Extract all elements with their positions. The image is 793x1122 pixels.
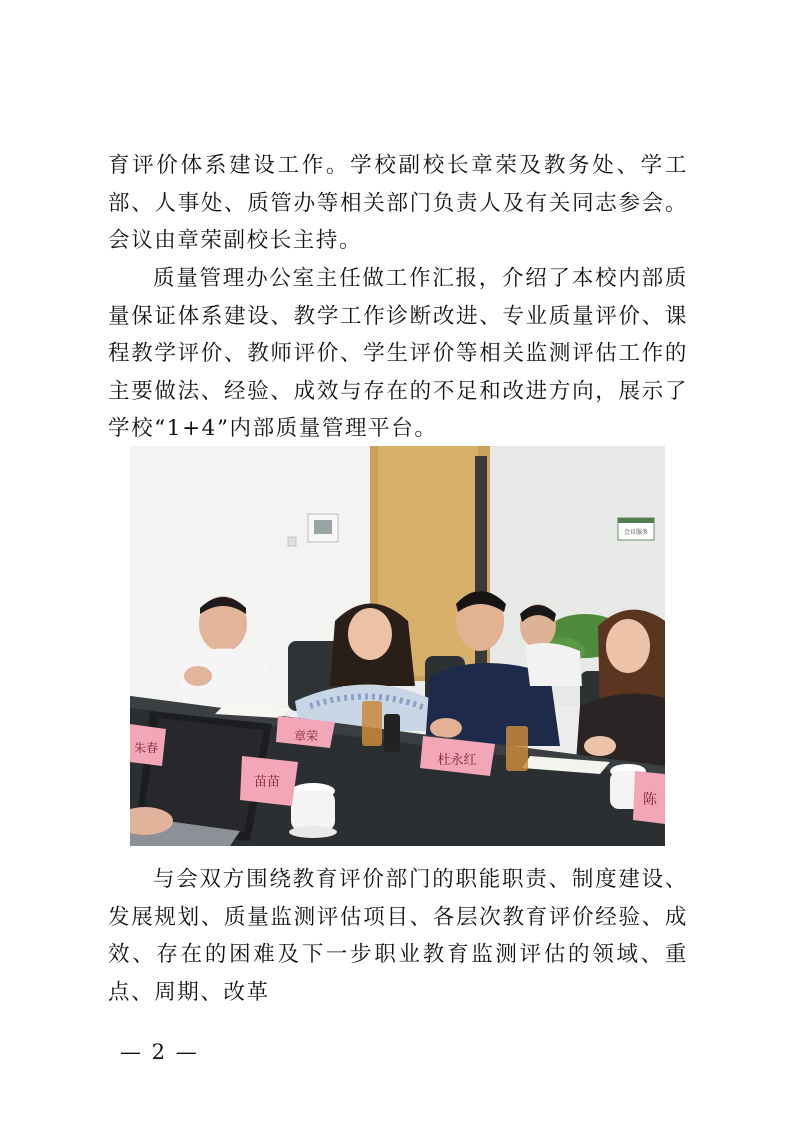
nameplate-2-text: 章荣 [293, 729, 319, 743]
paragraph-intro-continued: 育评价体系建设工作。学校副校长章荣及教务处、学工部、人事处、质管办等相关部门负责人及有关同志参会。会议由章荣副校长主持。 [108, 153, 688, 253]
paragraph-report: 质量管理办公室主任做工作汇报，介绍了本校内部质量保证体系建设、教学工作诊断改进、专业质量评价、课程教学评价、教师评价、学生评价等相关监测评估工作的主要做法、经验、成效与存在的不足和改进方向，展示了学校“1+4”内部质量管理平台。 [108, 266, 688, 441]
nameplate-5 [633, 771, 665, 824]
nameplate-1-text: 朱春 [133, 741, 159, 755]
nameplate-3-text: 杜永红 [437, 753, 477, 768]
nameplate-5-text: 陈 [643, 792, 657, 808]
wall-sign-text: 会议服务 [623, 529, 649, 536]
meeting-photo [130, 446, 665, 846]
wall-sign [618, 518, 654, 540]
paragraph-discussion: 与会双方围绕教育评价部门的职能职责、制度建设、发展规划、质量监测评估项目、各层次教育评价经验、成效、存在的困难及下一步职业教育监测评估的领域、重点、周期、改革 [108, 867, 688, 1005]
page-number: — 2 — [120, 1040, 199, 1064]
nameplate-4 [240, 756, 298, 806]
nameplate-1 [130, 724, 166, 766]
nameplate-4-text: 苗苗 [253, 775, 281, 790]
teacup-left [289, 783, 337, 838]
